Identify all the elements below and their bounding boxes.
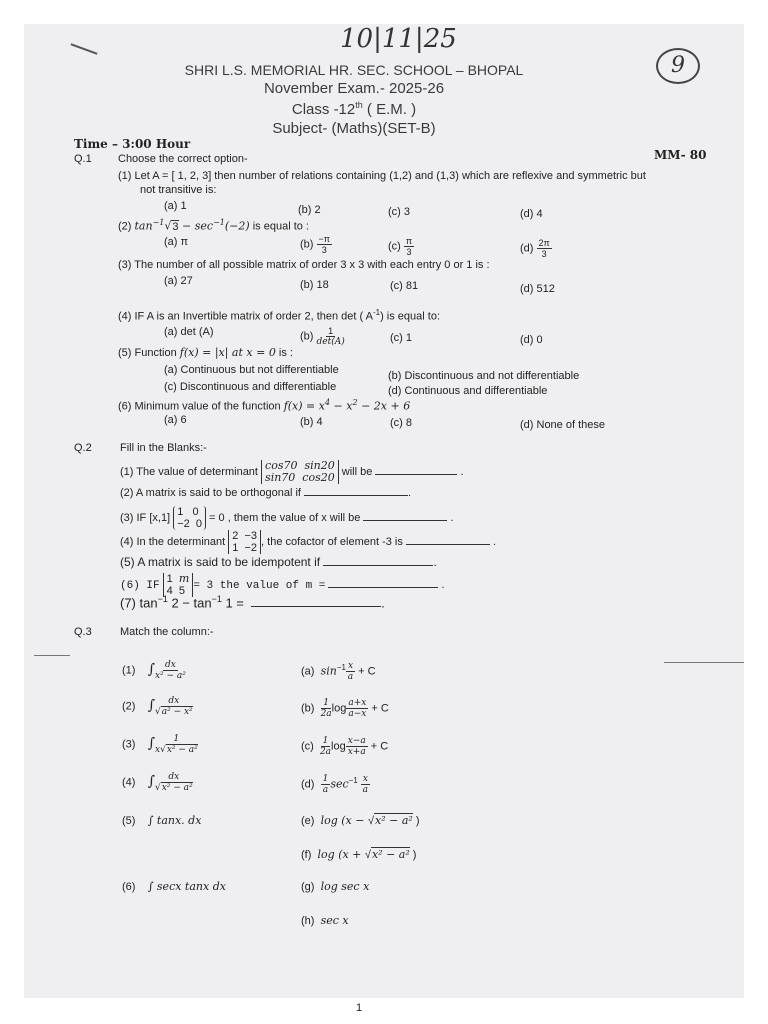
q1-item5-opt-d: (d) Continuous and differentiable	[388, 385, 548, 397]
q3-right-d: (d) $\frac{1}{a}$ $\sec^{-1}$ $\frac{x}{a}$	[301, 774, 369, 795]
q1-item4-opt-b: (b) $\frac{1}{\det(A)}$	[300, 326, 345, 347]
q1-title: Choose the correct option-	[118, 153, 248, 165]
q1-item1-line1: (1) Let A = [ 1, 2, 3] then number of relations containing (1,2) and (1,3) which are reflexive and symmetric but	[118, 170, 646, 182]
q1-item4-opt-a: (a) det (A)	[164, 326, 214, 338]
q1-item5: (5) Function f(x) = |x| at x = 0 is :	[118, 346, 293, 359]
q3-left-6: (6) ∫ secx tanx dx	[122, 880, 226, 893]
q1-item2-opt-a: (a) π	[164, 236, 189, 248]
q3-left-3: (3) ∫ $\frac{1}{\text{x√x² − a²}}$	[122, 734, 198, 755]
q1-item1-opt-a: (a) 1	[164, 200, 187, 212]
class-line: Class -12th ( E.M. )	[291, 100, 417, 118]
q3-right-c: (c) $\frac{1}{2a}$ log $\frac{x-a}{x+a}$ + C	[301, 736, 389, 757]
q1-item4-opt-c: (c) 1	[390, 332, 412, 344]
school-name: SHRI L.S. MEMORIAL HR. SEC. SCHOOL – BHOPAL	[184, 62, 524, 78]
q1-item2-opt-b: (b) $\frac{-\pi}{3}$	[300, 234, 330, 255]
q2-item6: (6) IF 1 m 4 5 = 3 the value of m = .	[120, 572, 445, 597]
q3-left-4: (4) ∫ $\frac{dx}{\text{√x² − a²}}$	[122, 772, 193, 793]
q1-item2-opt-c: (c) $\frac{\pi}{3}$	[388, 236, 413, 257]
q1-item1-opt-c: (c) 3	[388, 206, 410, 218]
q1-item4-opt-d: (d) 0	[520, 334, 543, 346]
q2-title: Fill in the Blanks:-	[120, 442, 207, 454]
q3-left-2: (2) ∫ $\frac{dx}{\text{√a² − x²}}$	[122, 696, 193, 717]
q3-right-f: (f) log (x + √x² − a² )	[301, 848, 417, 861]
handwritten-date: 10|11|25	[340, 24, 457, 54]
q2-item1: (1) The value of determinant cos70 sin20 sin70 cos20 will be .	[120, 459, 464, 484]
q1-item6: (6) Minimum value of the function $f(x) = x^4 - x^2 - 2x + 6$	[118, 398, 411, 413]
q1-item6-opt-c: (c) 8	[390, 417, 412, 429]
q1-item5-opt-b: (b) Discontinuous and not differentiable	[388, 370, 580, 382]
q1-item3: (3) The number of all possible matrix of order 3 x 3 with each entry 0 or 1 is :	[118, 259, 490, 271]
q1-item3-opt-d: (d) 512	[520, 283, 555, 295]
q2-item5: (5) A matrix is said to be idempotent if .	[120, 555, 437, 569]
margin-line-right	[664, 662, 744, 663]
q2-number: Q.2	[74, 442, 92, 454]
q1-item6-opt-d: (d) None of these	[520, 419, 605, 431]
q3-left-1: (1) ∫ $\frac{dx}{\text{x² − a²}}$	[122, 660, 186, 681]
q3-title: Match the column:-	[120, 626, 214, 638]
q1-item1-line2: not transitive is:	[140, 184, 217, 196]
q1-item3-opt-b: (b) 18	[300, 279, 329, 291]
q3-left-5: (5) ∫ tanx. dx	[122, 814, 202, 827]
q1-item4: (4) IF A is an Invertible matrix of order 2, then det ( $A^{-1}$) is equal to:	[118, 308, 440, 323]
subject-line: Subject- (Maths)(SET-B)	[272, 120, 436, 137]
exam-name: November Exam.- 2025-26	[263, 80, 445, 97]
max-marks: MM- 80	[654, 148, 707, 162]
q1-item3-opt-c: (c) 81	[390, 280, 419, 292]
q2-item2: (2) A matrix is said to be orthogonal if .	[120, 487, 412, 499]
q1-item6-opt-b: (b) 4	[300, 416, 323, 428]
time-label: Time – 3:00 Hour	[74, 137, 191, 151]
q1-item5-opt-c: (c) Discontinuous and differentiable	[164, 381, 337, 393]
q1-item3-opt-a: (a) 27	[164, 275, 193, 287]
q1-item5-opt-a: (a) Continuous but not differentiable	[164, 364, 339, 376]
q1-item2-opt-d: (d) $\frac{2\pi}{3}$	[520, 238, 550, 259]
q1-item1-opt-d: (d) 4	[520, 208, 543, 220]
q2-item3: (3) IF [x,1] 1 0 −2 0 = 0 , them the value of x will be .	[120, 506, 454, 530]
q1-number: Q.1	[74, 153, 92, 165]
q2-item4: (4) In the determinant 2 −3 1 −2, the cofactor of element -3 is .	[120, 530, 497, 554]
q3-right-h: (h) sec x	[301, 914, 349, 927]
page-number: 1	[356, 1002, 363, 1014]
q1-item2: (2) $\tan^{-1}√3 - \sec^{-1}(-2)$ is equal to :	[118, 218, 309, 233]
q3-right-a: (a) $\sin^{-1}$ $\frac{x}{a}$ + C	[301, 661, 376, 682]
q3-number: Q.3	[74, 626, 92, 638]
q3-right-b: (b) $\frac{1}{2a}$ log $\frac{a+x}{a-x}$ + C	[301, 698, 389, 719]
margin-line-left	[34, 655, 70, 656]
q1-item1-opt-b: (b) 2	[298, 204, 321, 216]
q3-right-e: (e) log (x − √x² − a² )	[301, 814, 420, 827]
set-number: 9	[671, 53, 685, 78]
q3-right-g: (g) log sec x	[301, 880, 370, 893]
pen-stroke	[71, 43, 98, 54]
q2-item7: (7) $\tan^{-1} 2 - \tan^{-1} 1$ = .	[120, 594, 385, 611]
q1-item6-opt-a: (a) 6	[164, 414, 187, 426]
exam-sheet	[24, 24, 744, 998]
